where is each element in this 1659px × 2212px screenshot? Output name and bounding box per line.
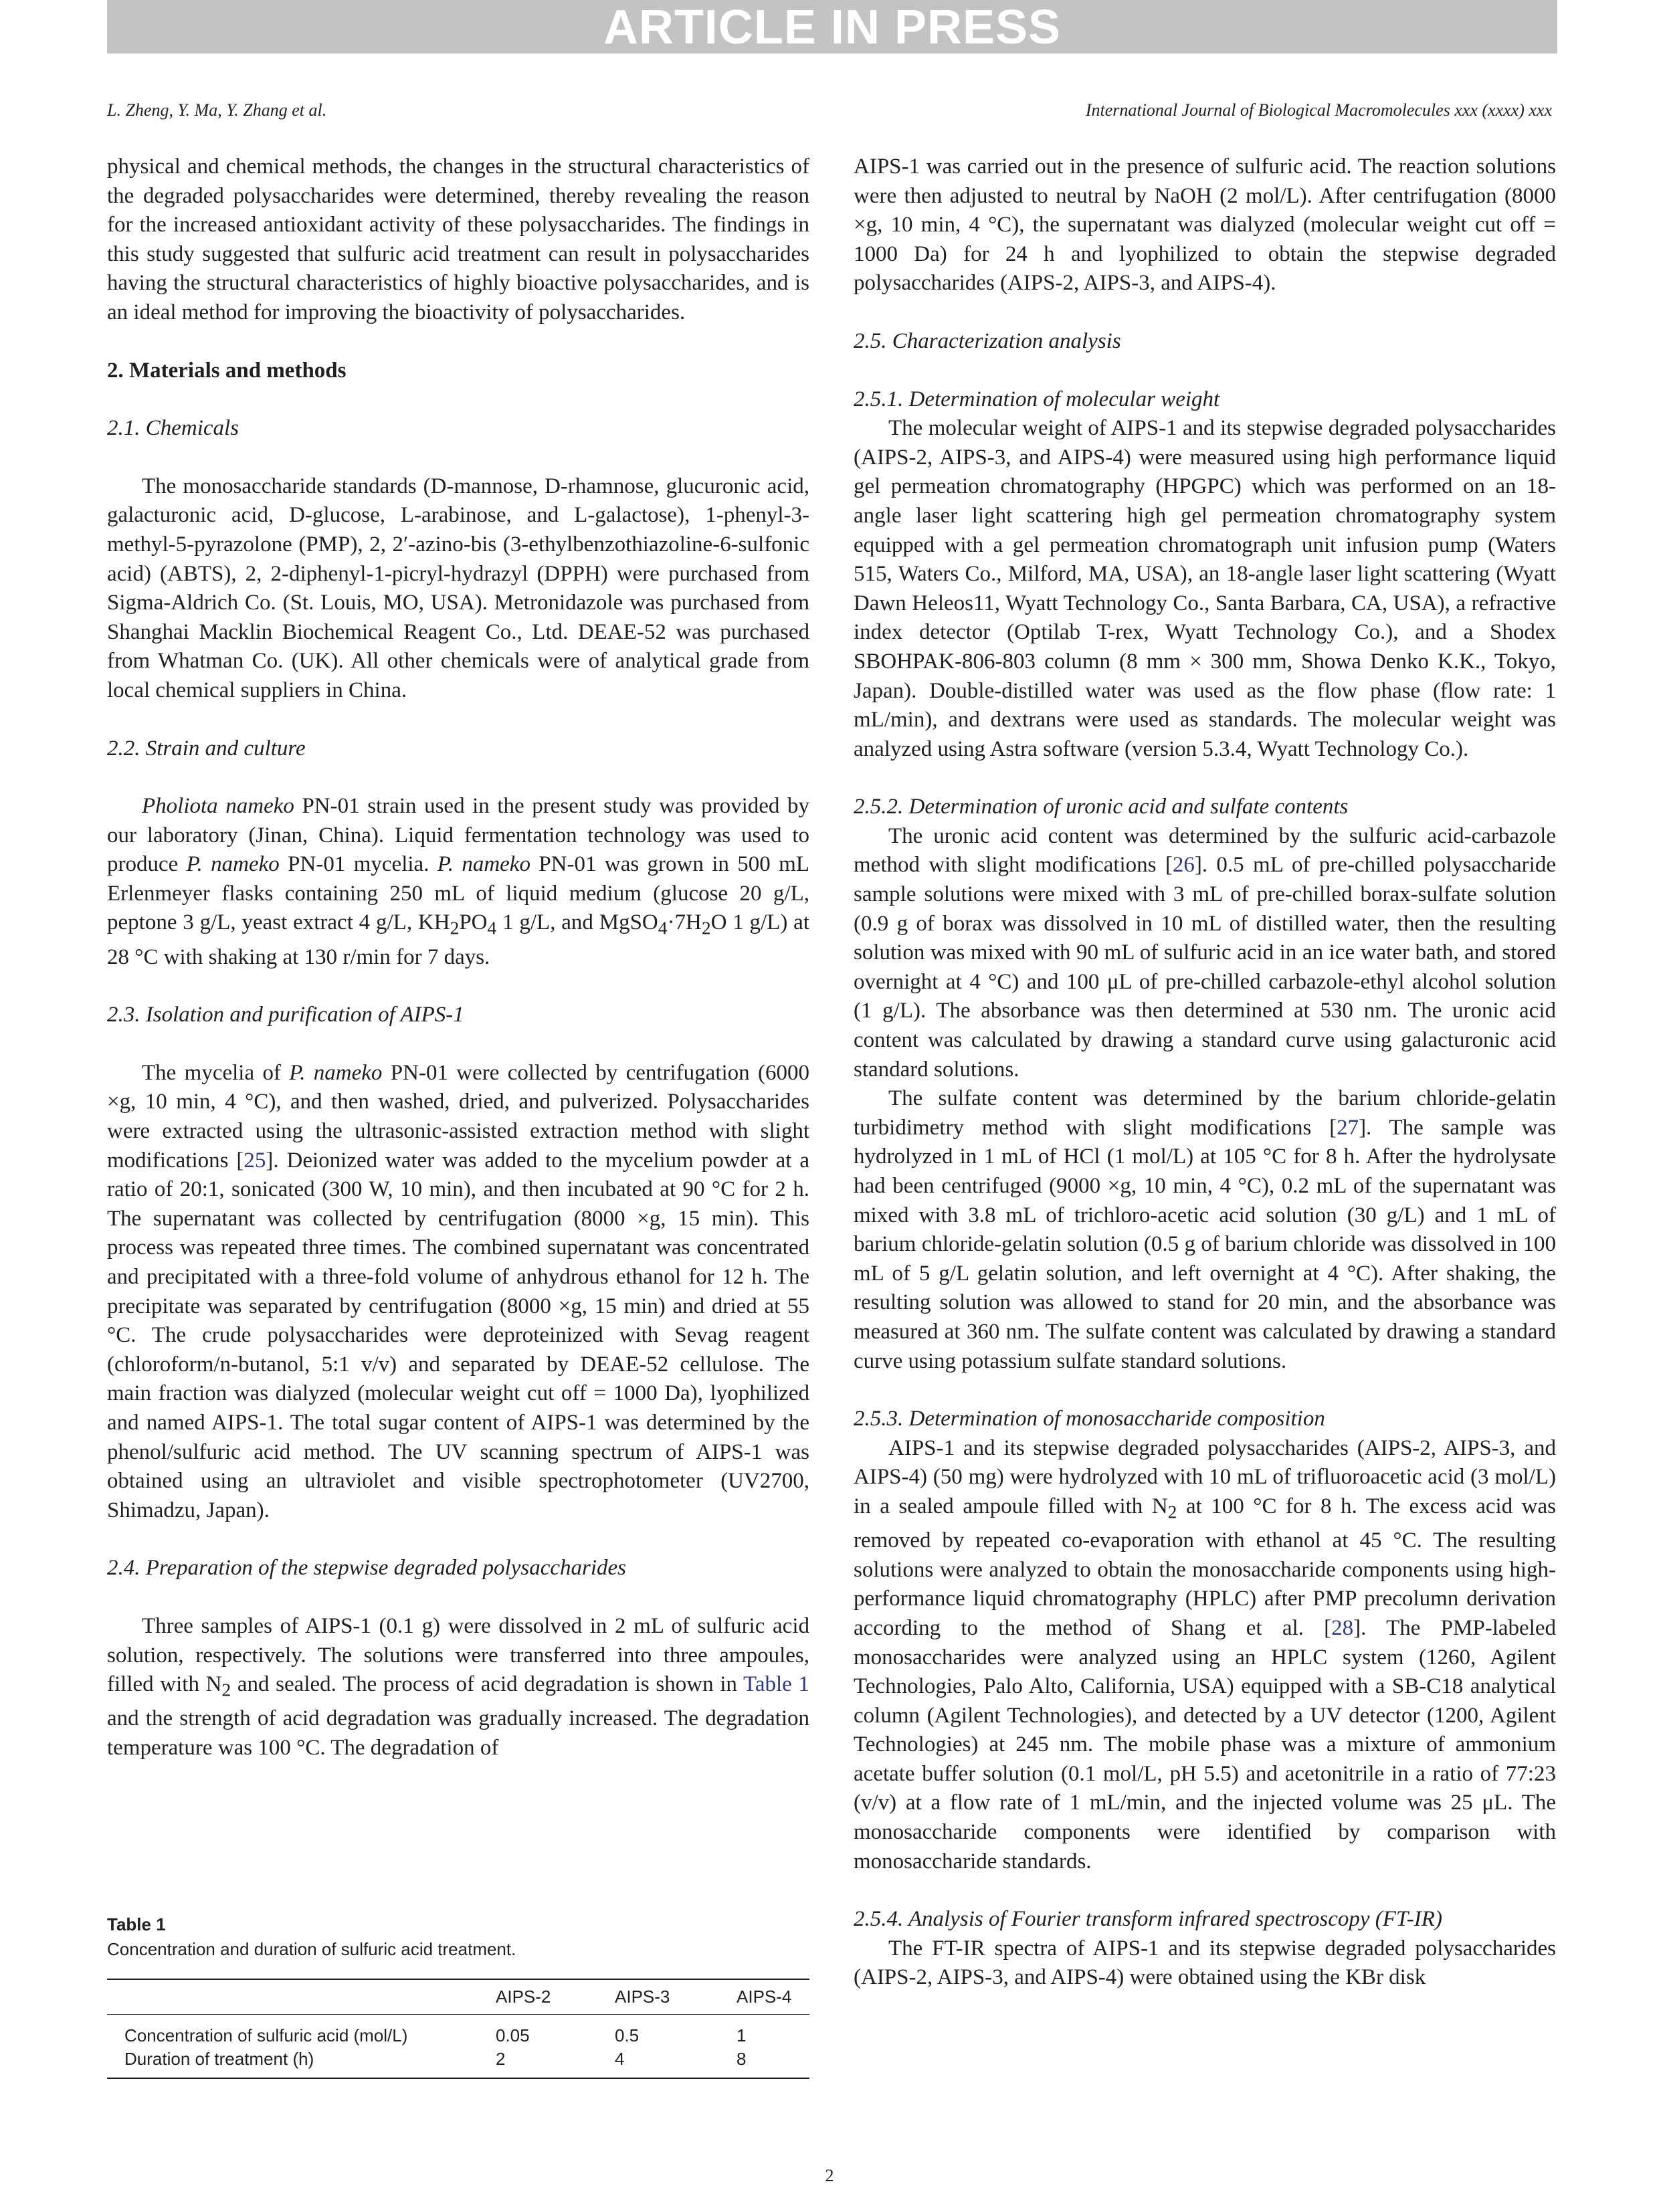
- table-cell: 0.05: [496, 2025, 530, 2045]
- section-2-1-heading: 2.1. Chemicals: [107, 416, 239, 441]
- table-header-cell: AIPS-4: [737, 1987, 792, 2007]
- section-2-5-3-paragraph: AIPS-1 and its stepwise degraded polysaccharides (AIPS-2, AIPS-3, and AIPS-4) (50 mg) were hydrolyzed with 10 mL of trifluoroacetic acid (3 mol/L) in a sealed ampoule filled with $N_2$ at 100 °C for 8 h. The excess acid was removed by repeated co-evaporation with ethanol at 45 °C. The resulting solutions were analyzed to obtain the monosaccharide components using high-performance liquid chromatography (HPLC) after PMP precolumn derivation according to the method of Shang et al. [28]. The PMP-labeled monosaccharides were analyzed using an HPLC system (1260, Agilent Technologies, Palo Alto, California, USA) equipped with a SB-C18 analytical column (Agilent Technologies), and detected by a UV detector (1200, Agilent Technologies) at 245 nm. The mobile phase was a mixture of ammonium acetate buffer solution (0.1 mol/L, pH 5.5) and acetonitrile in a ratio of 77:23 (v/v) at a flow rate of 1 mL/min, and the injected volume was 25 μL. The monosaccharide components were identified by comparison with monosaccharide standards.: [854, 1435, 1556, 1874]
- table-cell: 2: [496, 2049, 506, 2069]
- citation-link-27[interactable]: 27: [1337, 1115, 1359, 1140]
- section-2-5-2-heading: 2.5.2. Determination of uronic acid and sulfate contents: [854, 795, 1349, 819]
- left-column: [107, 153, 809, 1763]
- citation-link-28[interactable]: 28: [1331, 1615, 1354, 1640]
- table-label: Table 1: [107, 1914, 166, 1934]
- section-2-5-4-heading: 2.5.4. Analysis of Fourier transform infrared spectroscopy (FT-IR): [854, 1907, 1442, 1932]
- section-2-5-2-paragraph-2: The sulfate content was determined by the barium chloride-gelatin turbidimetry method with slight modifications [27]. The sample was hydrolyzed in 1 mL of HCl (1 mol/L) at 105 °C for 8 h. After the hydrolysate had been centrifuged (9000 ×g, 10 min, 4 °C), 0.2 mL of the supernatant was mixed with 3.8 mL of trichloro-acetic acid solution (30 g/L) and 1 mL of barium chloride-gelatin solution (0.5 g of barium chloride was dissolved in 100 mL of 5 g/L gelatin solution, and left overnight at 4 °C). After shaking, the resulting solution was allowed to stand for 20 min, and the absorbance was measured at 360 nm. The sulfate content was calculated by drawing a standard curve using potassium sulfate standard solutions.: [854, 1086, 1556, 1373]
- table-header-cell: AIPS-2: [496, 1987, 551, 2007]
- section-2-4-heading: 2.4. Preparation of the stepwise degraded polysaccharides: [107, 1556, 626, 1581]
- table-header-cell: [107, 1979, 496, 2015]
- running-head-authors: L. Zheng, Y. Ma, Y. Zhang et al.: [107, 100, 327, 120]
- section-2-4-paragraph: Three samples of AIPS-1 (0.1 g) were dissolved in 2 mL of sulfuric acid solution, respectively. The solutions were transferred into three ampoules, filled with $N_2$ and sealed. The process of acid degradation is shown in Table 1 and the strength of acid degradation was gradually increased. The degradation temperature was 100 °C. The degradation of: [107, 1613, 809, 1760]
- citation-link-25[interactable]: 25: [243, 1148, 266, 1173]
- section-2-5-3-heading: 2.5.3. Determination of monosaccharide composition: [854, 1407, 1325, 1431]
- section-2-5-heading: 2.5. Characterization analysis: [854, 328, 1121, 353]
- section-2-heading: 2. Materials and methods: [107, 358, 347, 383]
- table-row: [107, 2047, 809, 2078]
- table-caption: Concentration and duration of sulfuric acid treatment.: [107, 1939, 516, 1959]
- table-1-link[interactable]: Table 1: [743, 1672, 809, 1697]
- section-2-3-heading: 2.3. Isolation and purification of AIPS-1: [107, 1003, 464, 1027]
- table-cell: 8: [737, 2049, 747, 2069]
- table-cell: 1: [737, 2025, 747, 2045]
- table-row-label: Duration of treatment (h): [124, 2049, 314, 2069]
- right-column: [854, 153, 1556, 1993]
- table-row-label: Concentration of sulfuric acid (mol/L): [124, 2025, 408, 2045]
- section-2-5-1-heading: 2.5.1. Determination of molecular weight: [854, 387, 1220, 411]
- table-grid: [107, 1979, 809, 2079]
- table-cell: 4: [615, 2049, 625, 2069]
- running-head-journal: International Journal of Biological Macromolecules xxx (xxxx) xxx: [1085, 100, 1552, 120]
- continuation-paragraph: AIPS-1 was carried out in the presence of sulfuric acid. The reaction solutions were then adjusted to neutral by NaOH (2 mol/L). After centrifugation (8000 ×g, 10 min, 4 °C), the supernatant was dialyzed (molecular weight cut off = 1000 Da) for 24 h and lyophilized to obtain the stepwise degraded polysaccharides (AIPS-2, AIPS-3, and AIPS-4).: [854, 155, 1556, 296]
- intro-tail-paragraph: physical and chemical methods, the changes in the structural characteristics of the degraded polysaccharides were determined, thereby revealing the reason for the increased antioxidant activity of these polysaccharides. The findings in this study suggested that sulfuric acid treatment can result in polysaccharides having the structural characteristics of highly bioactive polysaccharides, and is an ideal method for improving the bioactivity of polysaccharides.: [107, 155, 809, 324]
- section-2-5-1-paragraph: The molecular weight of AIPS-1 and its stepwise degraded polysaccharides (AIPS-2, AIPS-3, and AIPS-4) were measured using high performance liquid gel permeation chromatography (HPGPC) which was performed on an 18-angle laser light scattering high gel permeation chromatography system equipped with a gel permeation chromatograph unit infusion pump (Waters 515, Waters Co., Milford, MA, USA), an 18-angle laser light scattering (Wyatt Dawn Heleos11, Wyatt Technology Co., Santa Barbara, CA, USA), a refractive index detector (Optilab T-rex, Wyatt Technology Co.), and a Shodex SBOHPAK-806-803 column (8 mm × 300 mm, Showa Denko K.K., Tokyo, Japan). Double-distilled water was used as the flow phase (flow rate: 1 mL/min), and dextrans were used as standards. The molecular weight was analyzed using Astra software (version 5.3.4, Wyatt Technology Co.).: [854, 416, 1556, 761]
- table-row: [107, 2015, 809, 2048]
- section-2-5-2-paragraph-1: The uronic acid content was determined by the sulfuric acid-carbazole method with slight modifications [26]. 0.5 mL of pre-chilled polysaccharide sample solutions were mixed with 3 mL of pre-chilled borax-sulfate solution (0.9 g of borax was dissolved in 10 mL of distilled water, then the resulting solution was mixed with 90 mL of sulfuric acid in an ice water bath, and stored overnight at 4 °C) and 100 μL of pre-chilled carbazole-ethyl alcohol solution (1 g/L). The absorbance was then determined at 530 nm. The uronic acid content was calculated by drawing a standard curve using galacturonic acid standard solutions.: [854, 823, 1556, 1082]
- page-number: 2: [825, 2166, 834, 2185]
- table-1: [107, 1914, 809, 2079]
- section-2-2-paragraph: Pholiota nameko PN-01 strain used in the present study was provided by our laboratory (Jinan, China). Liquid fermentation technology was used to produce P. nameko PN-01 mycelia. P. nameko PN-01 was grown in 500 mL Erlenmeyer flasks containing 250 mL of liquid medium (glucose 20 g/L, peptone 3 g/L, yeast extract 4 g/L, $KH_2PO_4$ 1 g/L, and $MgSO_4\cdot 7H_2O$ 1 g/L) at 28 °C with shaking at 130 r/min for 7 days.: [107, 794, 810, 969]
- citation-link-26[interactable]: 26: [1172, 853, 1195, 878]
- table-cell: 0.5: [615, 2025, 640, 2045]
- table-header-row: [107, 1979, 809, 2015]
- section-2-3-paragraph: The mycelia of P. nameko PN-01 were collected by centrifugation (6000 ×g, 10 min, 4 °C), and then washed, dried, and pulverized. Polysaccharides were extracted using the ultrasonic-assisted extraction method with slight modifications [25]. Deionized water was added to the mycelium powder at a ratio of 20:1, sonicated (300 W, 10 min), and then incubated at 90 °C for 2 h. The supernatant was collected by centrifugation (8000 ×g, 15 min). This process was repeated three times. The combined supernatant was concentrated and precipitated with a three-fold volume of anhydrous ethanol for 12 h. The precipitate was separated by centrifugation (8000 ×g, 15 min) and dried at 55 °C. The crude polysaccharides were deproteinized with Sevag reagent (chloroform/n-butanol, 5:1 v/v) and separated by DEAE-52 cellulose. The main fraction was dialyzed (molecular weight cut off = 1000 Da), lyophilized and named AIPS-1. The total sugar content of AIPS-1 was determined by the phenol/sulfuric acid method. The UV scanning spectrum of AIPS-1 was obtained using an ultraviolet and visible spectrophotometer (UV2700, Shimadzu, Japan).: [107, 1060, 810, 1522]
- species-name: Pholiota nameko: [142, 794, 294, 819]
- section-2-2-heading: 2.2. Strain and culture: [107, 736, 306, 761]
- table-header-cell: AIPS-3: [615, 1987, 670, 2007]
- section-2-5-4-paragraph: The FT-IR spectra of AIPS-1 and its stepwise degraded polysaccharides (AIPS-2, AIPS-3, and AIPS-4) were obtained using the KBr disk: [854, 1936, 1556, 1990]
- article-in-press-banner: ARTICLE IN PRESS: [107, 0, 1557, 54]
- section-2-1-paragraph: The monosaccharide standards (D-mannose, D-rhamnose, glucuronic acid, galacturonic acid, D-glucose, L-arabinose, and L-galactose), 1-phenyl-3-methyl-5-pyrazolone (PMP), 2, 2′-azino-bis (3-ethylbenzothiazoline-6-sulfonic acid) (ABTS), 2, 2-diphenyl-1-picryl-hydrazyl (DPPH) were purchased from Sigma-Aldrich Co. (St. Louis, MO, USA). Metronidazole was purchased from Shanghai Macklin Biochemical Reagent Co., Ltd. DEAE-52 was purchased from Whatman Co. (UK). All other chemicals were of analytical grade from local chemical suppliers in China.: [107, 474, 809, 702]
